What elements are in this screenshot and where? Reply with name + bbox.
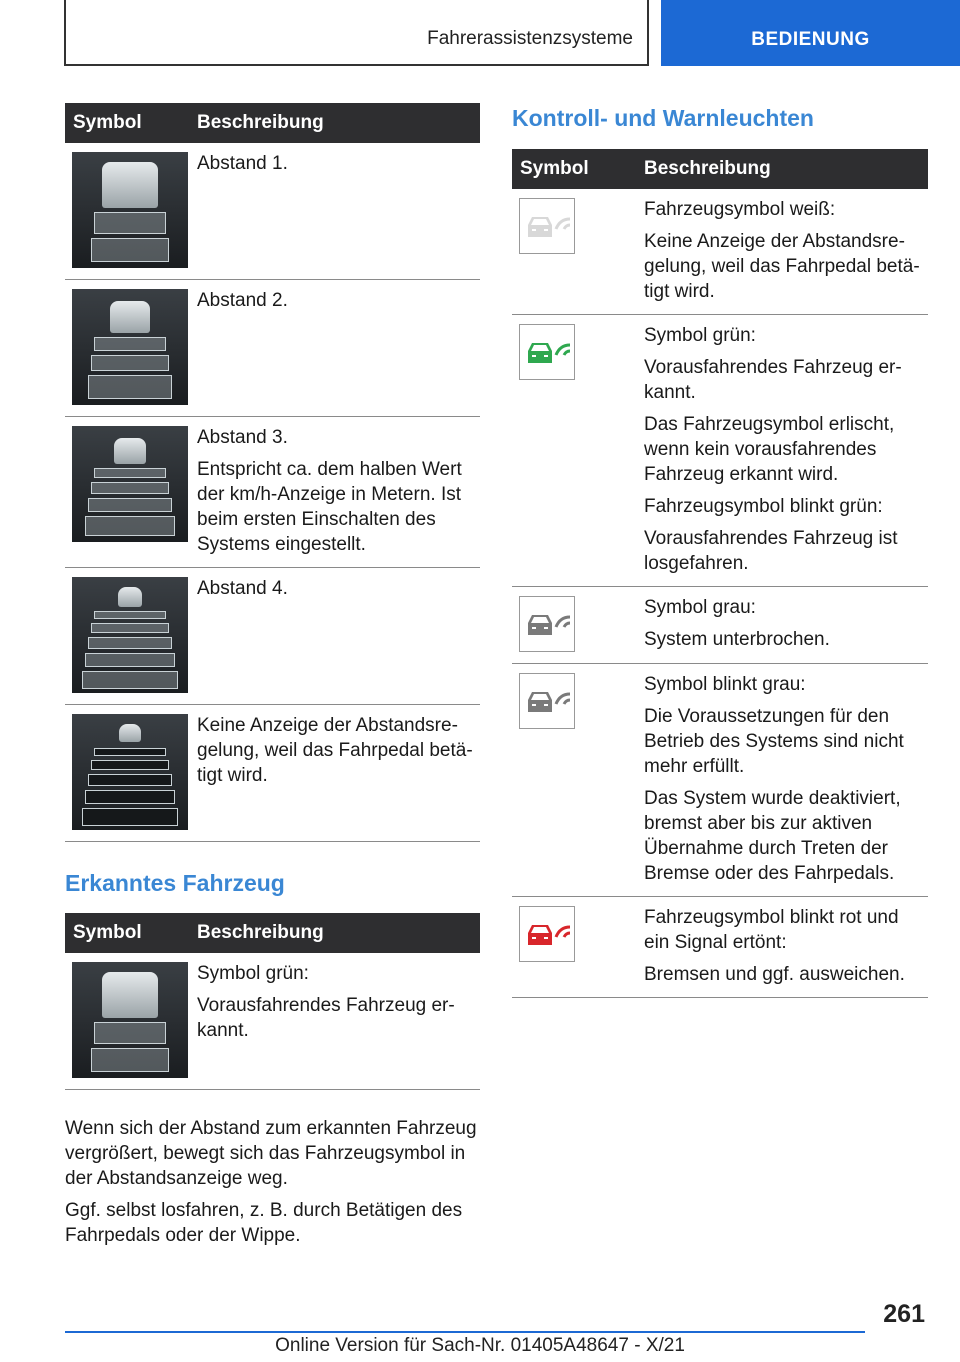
description-cell <box>189 953 480 1090</box>
table-row <box>65 568 480 705</box>
distance-bar <box>82 808 178 826</box>
distance-bar <box>94 611 166 619</box>
description-line: Die Voraussetzungen für den Betrieb des Systems sind nicht mehr erfüllt. <box>644 706 904 777</box>
distance-bar <box>94 1022 166 1044</box>
table-row <box>512 315 928 587</box>
distance-bar <box>91 238 169 262</box>
page-header <box>0 0 960 66</box>
footer-text: Online Version für Sach-Nr. 01405A48647 - X/21 <box>275 1335 685 1356</box>
description-line: Abstand 3. <box>197 427 288 448</box>
symbol-cell <box>65 143 189 280</box>
description-line: Keine Anzeige der Abstandsre-gelung, weil das Fahrpedal betä-tigt wird. <box>644 231 920 302</box>
description-line: Entspricht ca. dem halben Wert der km/h-Anzeige in Metern. Ist beim ersten Einschalten des Systems eingestellt. <box>197 459 462 555</box>
distance-illustration <box>72 289 188 405</box>
distance-bar <box>85 516 175 536</box>
distance-bar <box>91 1048 169 1072</box>
description-cell <box>636 587 928 664</box>
description-line: Vorausfahrendes Fahrzeug ist losgefahren. <box>644 528 898 574</box>
note-paragraph: Ggf. selbst losfahren, z. B. durch Betätigen des Fahrpedals oder der Wippe. <box>65 1200 463 1246</box>
description-cell <box>189 568 480 705</box>
col-header-description: Beschreibung <box>189 913 480 953</box>
description-line: Fahrzeugsymbol blinkt rot und ein Signal ertönt: <box>644 907 899 953</box>
distance-illustration <box>72 577 188 693</box>
description-line: Symbol grün: <box>197 963 309 984</box>
description-line: Vorausfahrendes Fahrzeug er-kannt. <box>644 357 902 403</box>
description-line: Das System wurde deaktiviert, bremst aber bis zur aktiven Übernahme durch Treten der Bremse oder des Fahrpedals. <box>644 788 901 884</box>
distance-illustration <box>72 962 188 1078</box>
distance-bar <box>88 375 172 399</box>
detected-vehicle-notes <box>65 1116 480 1248</box>
symbol-cell <box>65 417 189 568</box>
vehicle-grey-blink-icon <box>519 673 575 729</box>
table-row <box>512 587 928 664</box>
vehicle-graphic <box>118 587 142 607</box>
distance-bar <box>85 653 175 667</box>
description-line: Das Fahrzeugsymbol erlischt, wenn kein vorausfahrendes Fahrzeug erkannt wird. <box>644 414 895 485</box>
distance-bar <box>88 498 172 512</box>
vehicle-graphic <box>102 162 158 208</box>
vehicle-green-icon <box>519 324 575 380</box>
col-header-description: Beschreibung <box>189 103 480 143</box>
description-cell <box>189 143 480 280</box>
description-line: Bremsen und ggf. ausweichen. <box>644 964 905 985</box>
distance-bar <box>91 760 169 770</box>
symbol-cell <box>65 953 189 1090</box>
description-cell <box>636 664 928 897</box>
distance-bar <box>88 637 172 649</box>
description-line: System unterbrochen. <box>644 629 830 650</box>
left-column <box>65 103 480 1255</box>
distance-bar <box>91 482 169 494</box>
symbol-cell <box>65 568 189 705</box>
description-line: Fahrzeugsymbol weiß: <box>644 199 836 220</box>
footer-rule <box>65 1331 865 1333</box>
vehicle-graphic <box>102 972 158 1018</box>
table-row <box>65 417 480 568</box>
symbol-cell <box>512 664 636 897</box>
description-line: Fahrzeugsymbol blinkt grün: <box>644 496 883 517</box>
vehicle-red-icon <box>519 906 575 962</box>
symbol-cell <box>65 705 189 842</box>
description-cell <box>189 705 480 842</box>
section-heading-indicator-lights: Kontroll- und Warnleuchten <box>512 105 814 131</box>
symbol-cell <box>65 280 189 417</box>
table-row <box>512 664 928 897</box>
distance-bar <box>94 748 166 756</box>
distance-bar <box>82 671 178 689</box>
vehicle-grey-icon <box>519 596 575 652</box>
header-section-box <box>64 0 649 66</box>
table-row <box>65 280 480 417</box>
distance-bar <box>85 790 175 804</box>
symbol-cell <box>512 315 636 587</box>
distance-bar <box>94 468 166 478</box>
distance-table <box>65 103 480 842</box>
description-cell <box>636 897 928 998</box>
description-line: Abstand 1. <box>197 153 288 174</box>
vehicle-white-icon <box>519 198 575 254</box>
table-row <box>65 143 480 280</box>
col-header-symbol: Symbol <box>65 913 189 953</box>
description-cell <box>636 315 928 587</box>
distance-illustration <box>72 714 188 830</box>
vehicle-graphic <box>114 438 146 464</box>
description-cell <box>636 189 928 315</box>
right-column <box>512 103 928 998</box>
distance-bar <box>94 337 166 351</box>
distance-bar <box>94 212 166 234</box>
description-line: Vorausfahrendes Fahrzeug er-kannt. <box>197 995 455 1041</box>
description-line: Abstand 2. <box>197 290 288 311</box>
table-row <box>512 189 928 315</box>
distance-illustration <box>72 426 188 542</box>
col-header-symbol: Symbol <box>512 149 636 189</box>
chapter-tab[interactable] <box>661 0 960 66</box>
description-line: Symbol grau: <box>644 597 756 618</box>
indicator-lights-table <box>512 149 928 998</box>
description-line: Keine Anzeige der Abstandsre-gelung, weil das Fahrpedal betä-tigt wird. <box>197 715 473 786</box>
symbol-cell <box>512 897 636 998</box>
page-number: 261 <box>883 1300 925 1328</box>
detected-vehicle-table <box>65 913 480 1090</box>
description-line: Abstand 4. <box>197 578 288 599</box>
distance-bar <box>91 623 169 633</box>
section-title: Fahrerassistenzsysteme <box>427 28 633 49</box>
description-cell <box>189 417 480 568</box>
col-header-symbol: Symbol <box>65 103 189 143</box>
vehicle-graphic <box>119 724 141 742</box>
description-cell <box>189 280 480 417</box>
distance-bar <box>91 355 169 371</box>
col-header-description: Beschreibung <box>636 149 928 189</box>
table-row <box>65 953 480 1090</box>
description-line: Symbol blinkt grau: <box>644 674 806 695</box>
chapter-tab-label: BEDIENUNG <box>751 29 870 50</box>
table-row <box>512 897 928 998</box>
vehicle-graphic <box>110 301 150 333</box>
distance-illustration <box>72 152 188 268</box>
section-heading-detected-vehicle: Erkanntes Fahrzeug <box>65 870 285 896</box>
symbol-cell <box>512 189 636 315</box>
note-paragraph: Wenn sich der Abstand zum erkannten Fahrzeug vergrößert, bewegt sich das Fahrzeugsymbol in der Abstandsanzeige weg. <box>65 1118 477 1189</box>
description-line: Symbol grün: <box>644 325 756 346</box>
table-row <box>65 705 480 842</box>
distance-bar <box>88 774 172 786</box>
symbol-cell <box>512 587 636 664</box>
